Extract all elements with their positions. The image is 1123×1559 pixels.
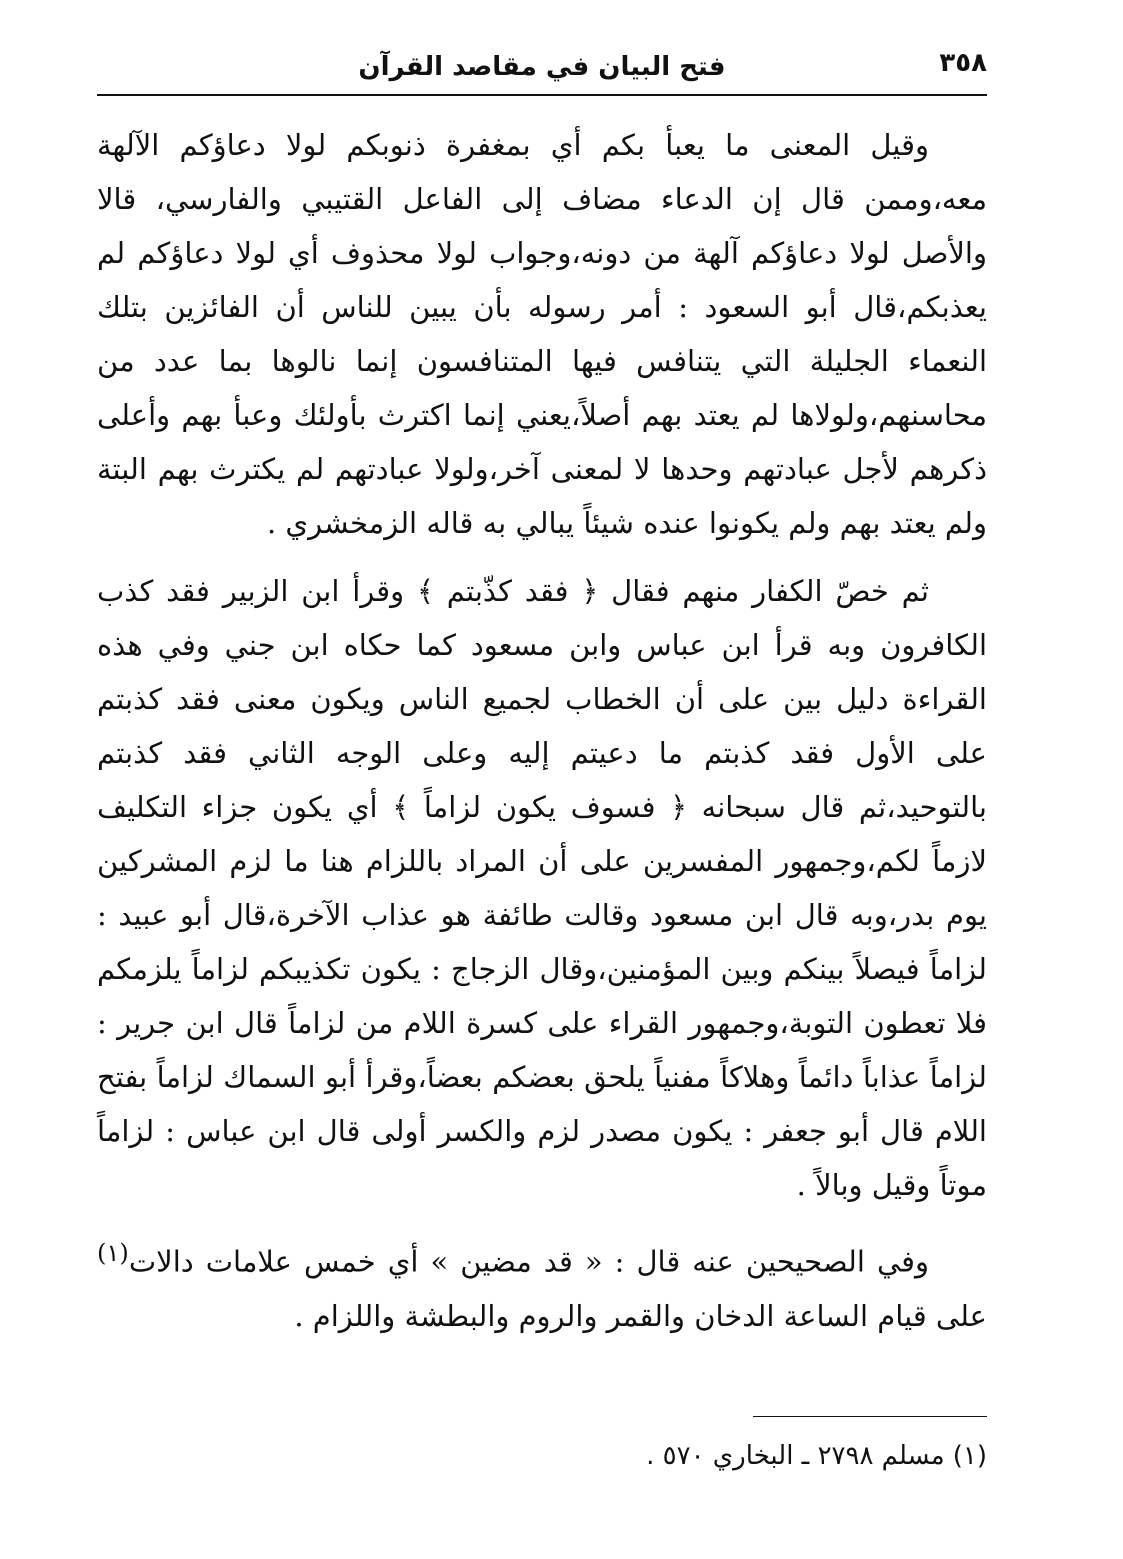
footnote-text: مسلم ٢٧٩٨ ـ البخاري ٥٧٠ . <box>646 1441 945 1471</box>
paragraph-3-part-2: على قيام الساعة الدخان والقمر والروم والبطشة واللزام . <box>294 1298 987 1333</box>
page-header <box>97 44 987 96</box>
paragraph-2: ثم خصّ الكفار منهم فقال ﴿ فقد كذّبتم ﴾ وقرأ ابن الزبير فقد كذب الكافرون وبه قرأ ابن عباس وابن مسعود كما حكاه ابن جني وفي هذه القراءة دليل بين على أن الخطاب لجميع الناس ويكون معنى فقد كذبتم على الأول فقد كذبتم ما دعيتم إليه وعلى الوجه الثاني فقد كذبتم بالتوحيد،ثم قال سبحانه ﴿ فسوف يكون لزاماً ﴾ أي يكون جزاء التكليف لازماً لكم،وجمهور المفسرين على أن المراد باللزام هنا ما لزم المشركين يوم بدر،وبه قال ابن مسعود وقالت طائفة هو عذاب الآخرة،قال أبو عبيد : لزاماً فيصلاً بينكم وبين المؤمنين،وقال الزجاج : يكون تكذيبكم لزاماً يلزمكم فلا تعطون التوبة،وجمهور القراء على كسرة اللام من لزاماً قال ابن جرير : لزاماً عذاباً دائماً وهلاكاً مفنياً يلحق بعضكم بعضاً،وقرأ أبو السماك لزاماً بفتح اللام قال أبو جعفر : يكون مصدر لزم والكسر أولى قال ابن عباس : لزاماً موتاً وقيل وبالاً . <box>97 574 987 1202</box>
main-text <box>97 118 987 1343</box>
footnote <box>97 1436 987 1476</box>
paragraph-3 <box>97 1226 987 1343</box>
footnote-reference: (١) <box>97 1239 129 1267</box>
paragraph-3-part-1: وفي الصحيحين عنه قال : « قد مضين » أي خمس علامات دالات <box>128 1244 929 1279</box>
footnote-marker: (١) <box>952 1441 987 1471</box>
header-rule <box>97 94 987 96</box>
running-title: فتح البيان في مقاصد القرآن <box>358 52 726 82</box>
footnote-rule <box>753 1416 987 1417</box>
page-number: ٣٥٨ <box>939 48 987 78</box>
paragraph-1: وقيل المعنى ما يعبأ بكم أي بمغفرة ذنوبكم لولا دعاؤكم الآلهة معه،وممن قال إن الدعاء مضاف إلى الفاعل القتيبي والفارسي، قالا والأصل لولا دعاؤكم آلهة من دونه،وجواب لولا محذوف أي لولا دعاؤكم لم يعذبكم،قال أبو السعود : أمر رسوله بأن يبين للناس أن الفائزين بتلك النعماء الجليلة التي يتنافس فيها المتنافسون إنما نالوها بما عدد من محاسنهم،ولولاها لم يعتد بهم أصلاً،يعني إنما اكترث بأولئك وعبأ بهم وأعلى ذكرهم لأجل عبادتهم وحدها لا لمعنى آخر،ولولا عبادتهم لم يكترث بهم البتة ولم يعتد بهم ولم يكونوا عنده شيئاً يبالي به قاله الزمخشري . <box>97 128 987 540</box>
